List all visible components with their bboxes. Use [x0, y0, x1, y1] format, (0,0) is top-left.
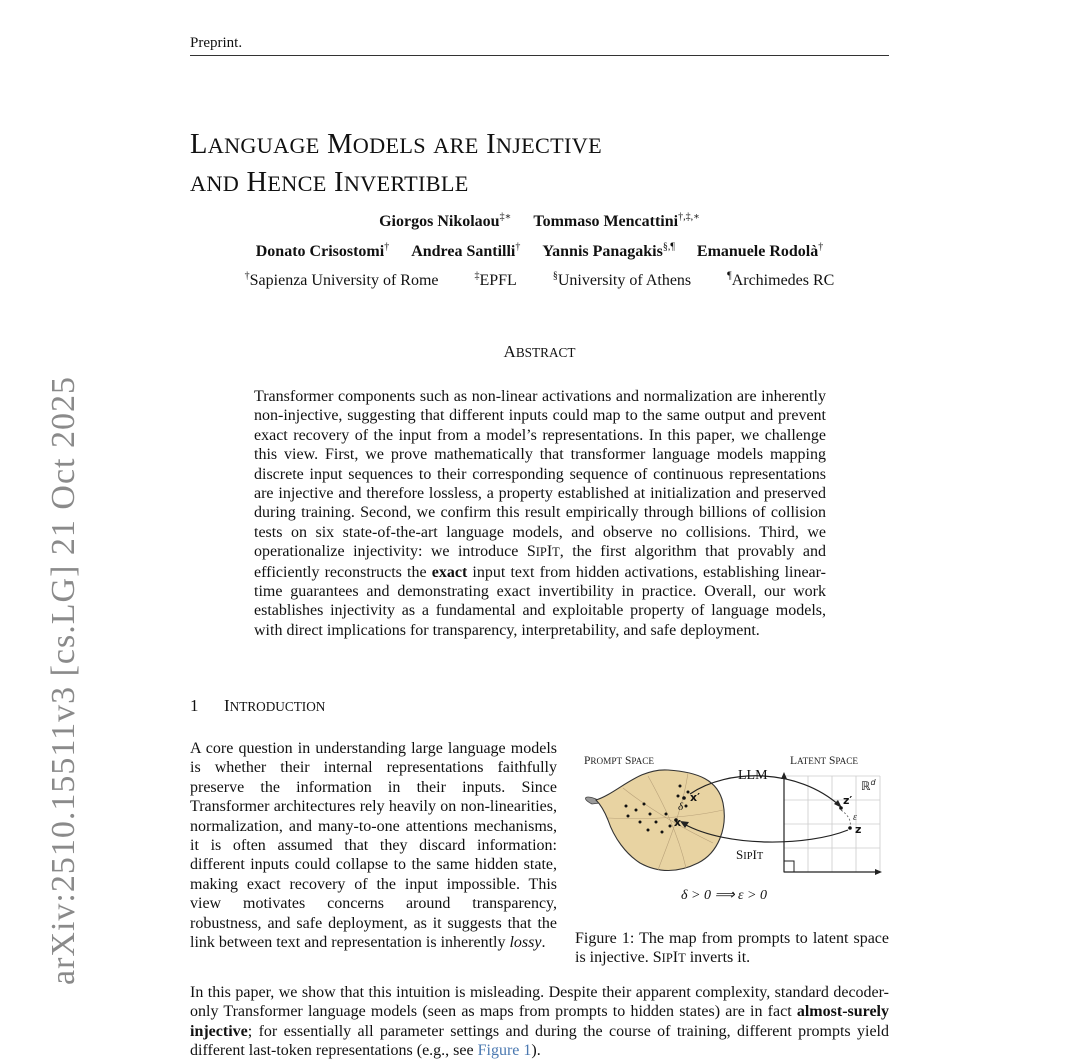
- x-axis-arrowhead: [875, 869, 882, 875]
- figure-1: [578, 748, 890, 913]
- header-rule: [190, 55, 889, 56]
- author-name: Yannis Panagakis§,¶: [542, 241, 675, 260]
- z-prime-label: z′: [843, 794, 853, 807]
- author-name: Tommaso Mencattini†,‡,∗: [533, 211, 700, 230]
- author-row-2: [190, 242, 889, 262]
- caption-text-2: inverts it.: [685, 949, 751, 967]
- title-line-2: AND HENCE INVERTIBLE: [190, 167, 469, 198]
- author-name: Emanuele Rodolà†: [696, 241, 824, 260]
- author-name: Donato Crisostomi†: [255, 241, 390, 260]
- latent-space-label: LATENT SPACE: [790, 755, 859, 767]
- llm-label: LLM: [738, 768, 768, 783]
- affiliations: [190, 272, 889, 290]
- abstract-body: [254, 387, 826, 640]
- title-line-1: LANGUAGE MODELS ARE INJECTIVE: [190, 129, 602, 160]
- figure-caption: [575, 929, 889, 969]
- delta-label: δ: [678, 801, 684, 813]
- abstract-text-3: input text from hidden activations, establishing linear-time guarantees and demonstrating exact invertibility in practice. Overall, our work establishes injectivity as a fundamental and exploitable property of language models, with direct implications for transparency, interpretability, and safe deployment.: [254, 563, 826, 639]
- intro-text: A core question in understanding large language models is whether their internal representations faithfully preserve the information in their inputs. Since Transformer architectures rely heavily on non-linearities, normalization, and many-to-one attentions mechanisms, it is often assumed that they discard information: different inputs could collapse to the same hidden state, making exact recovery of the input impossible. This view motivates concerns around transparency, robustness, and safe deployment, as it suggests that the link between text and representation is inherently: [190, 740, 557, 952]
- figure-formula: δ > 0 ⟹ ε > 0: [681, 888, 767, 903]
- para2-bold: almost-surely injective: [190, 1003, 889, 1040]
- section-number: 1: [190, 696, 199, 715]
- epsilon-label: ε: [853, 812, 857, 823]
- point-x-prime: [682, 796, 686, 800]
- para2-text-a: In this paper, we show that this intuition is misleading. Despite their apparent complexity, standard decoder-only Transformer language models (seen as maps from prompts to hidden states) are in fact: [190, 984, 889, 1021]
- right-angle-mark: [784, 861, 794, 872]
- caption-sipit: SIPIT: [652, 949, 686, 967]
- abstract-text-1: Transformer components such as non-linear activations and normalization are inherently non-injective, suggesting that different inputs could map to the same output and prevent exact recovery of the input from a model’s representations. In this paper, we challenge this view. First, we prove mathematically that transformer language models mapping discrete input sequences to their corresponding sequence of continuous representations are injective and therefore lossless, a property established at initialization and preserved during training. Second, we confirm this result empirically through billions of collision tests on six state-of-the-art language models, and observe no collisions. Third, we operationalize injectivity: we introduce: [254, 388, 826, 561]
- abstract-bold-exact: exact: [431, 563, 468, 581]
- sipit-name: SIPIT: [526, 543, 560, 561]
- para2-text-c: ).: [531, 1042, 541, 1060]
- affiliation: ¶Archimedes RC: [727, 270, 835, 289]
- figure-1-link[interactable]: Figure 1: [477, 1042, 532, 1060]
- epsilon-distance: [841, 810, 850, 826]
- author-name: Andrea Santilli†: [411, 241, 521, 260]
- abstract-heading: ABSTRACT: [503, 342, 576, 361]
- prompt-space-label: PROMPT SPACE: [584, 755, 654, 767]
- point-z: [848, 826, 852, 830]
- intro-paragraph-2: [190, 983, 889, 1061]
- sipit-label: SIPIT: [736, 847, 764, 862]
- para2-text-b: ; for essentially all parameter settings and during the course of training, different prompts yield different last-token representations (e.g., see: [190, 1022, 889, 1060]
- paper-title: [190, 126, 602, 202]
- author-row-1: [190, 212, 889, 232]
- affiliation: ‡EPFL: [474, 270, 517, 289]
- abstract-text-2: , the first algorithm that provably and efficiently reconstructs the: [254, 543, 826, 581]
- rd-label: ℝ$^d$: [861, 778, 876, 793]
- caption-text-1: Figure 1: The map from prompts to latent space is injective.: [575, 930, 889, 967]
- intro-text-end: .: [541, 934, 546, 952]
- prompt-manifold: [596, 770, 724, 871]
- intro-column-text: [190, 739, 557, 952]
- affiliation: §University of Athens: [552, 270, 692, 289]
- running-header: Preprint.: [190, 35, 243, 51]
- arxiv-identifier-stamp: arXiv:2510.15511v3 [cs.LG] 21 Oct 2025: [45, 376, 82, 985]
- section-heading-introduction: [190, 696, 325, 716]
- x-prime-label: x′: [690, 791, 700, 804]
- affiliation: †Sapienza University of Rome: [244, 270, 439, 289]
- author-name: Giorgos Nikolaou‡∗: [379, 211, 512, 230]
- intro-italic-lossy: lossy: [509, 934, 542, 952]
- section-title: INTRODUCTION: [224, 696, 326, 715]
- x-label: x: [674, 816, 682, 829]
- z-label: z: [855, 823, 862, 836]
